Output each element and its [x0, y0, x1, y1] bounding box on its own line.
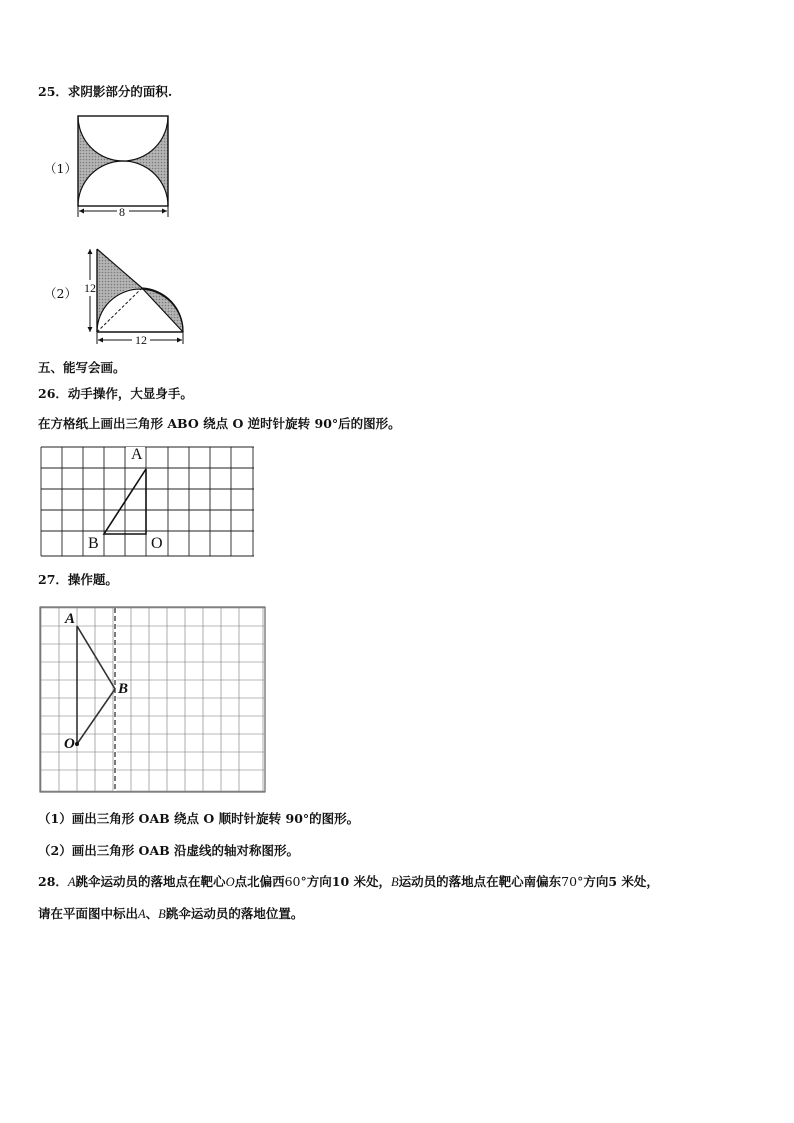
q25-figure-1 — [70, 110, 180, 225]
q25-part2-label: （2） — [44, 286, 77, 301]
q26-point-a: A — [131, 446, 143, 463]
q25-part1-label: （1） — [44, 161, 77, 176]
q27-task-2: （2）画出三角形 OAB 沿虚线的轴对称图形。 — [38, 843, 300, 858]
q28-line-1: 28．A跳伞运动员的落地点在靶心O点北偏西60°方向10 米处，B运动员的落地点在靶心南偏东70°方向5 米处， — [38, 874, 659, 889]
q28-line-2: 请在平面图中标出A、B跳伞运动员的落地位置。 — [38, 906, 304, 921]
section-5-title: 五、能写会画。 — [38, 360, 126, 375]
q27-point-a: A — [65, 611, 76, 627]
q25-base-label: 12 — [135, 333, 147, 347]
q25-title: 25．求阴影部分的面积. — [38, 84, 173, 99]
q26-point-o: O — [151, 535, 163, 552]
q27-task-1: （1）画出三角形 OAB 绕点 O 顺时针旋转 90°的图形。 — [38, 811, 360, 826]
q26-instruction: 在方格纸上画出三角形 ABO 绕点 O 逆时针旋转 90°后的图形。 — [38, 416, 401, 431]
q27-grid — [40, 607, 266, 793]
q26-grid — [40, 446, 256, 558]
q27-point-o: O — [64, 736, 75, 752]
q27-title: 27．操作题。 — [38, 572, 118, 587]
q25-side-label: 8 — [119, 205, 125, 219]
grid-lines — [41, 608, 264, 791]
q25-height-label: 12 — [84, 281, 96, 295]
q27-point-b: B — [118, 681, 129, 697]
q26-title: 26．动手操作，大显身手。 — [38, 386, 193, 401]
q26-point-b: B — [88, 535, 99, 552]
grid-lines — [41, 447, 254, 556]
